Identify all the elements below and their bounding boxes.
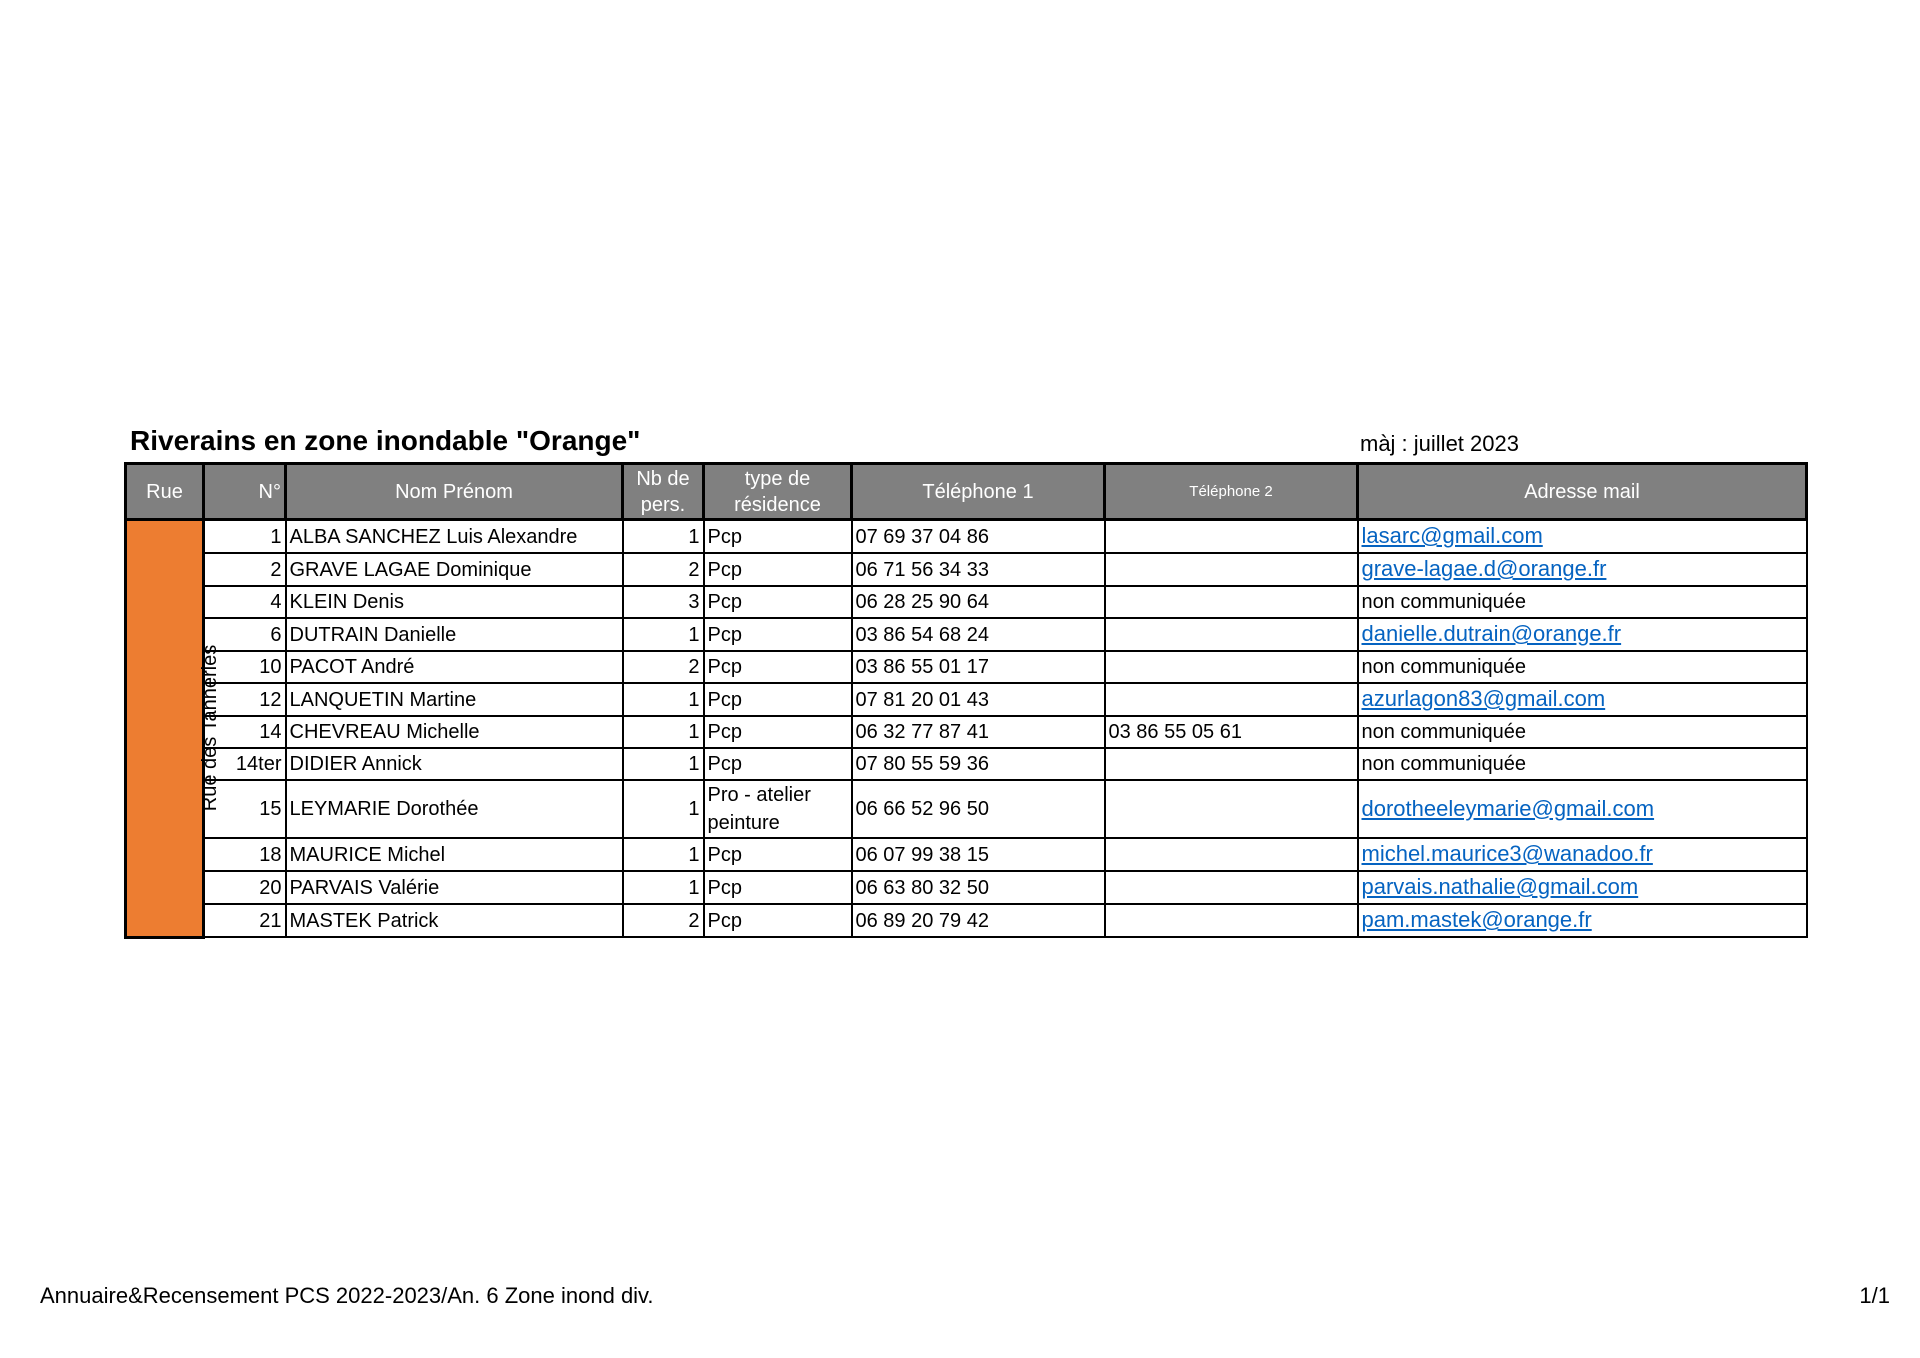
cell-adresse-mail: [1358, 838, 1807, 871]
cell-telephone-1: 06 89 20 79 42: [852, 904, 1105, 937]
table-row: [126, 748, 1807, 780]
cell-adresse-mail: non communiquée: [1358, 651, 1807, 683]
cell-telephone-2: [1105, 838, 1358, 871]
header-numero: N°: [204, 464, 286, 520]
cell-telephone-2: [1105, 651, 1358, 683]
cell-type-residence: Pcp: [704, 553, 852, 586]
cell-adresse-mail: [1358, 683, 1807, 716]
cell-numero: 20: [204, 871, 286, 904]
table-row: [126, 871, 1807, 904]
email-link[interactable]: grave-lagae.d@orange.fr: [1361, 556, 1607, 581]
email-link[interactable]: dorotheeleymarie@gmail.com: [1361, 795, 1655, 821]
cell-nom-prenom: DIDIER Annick: [286, 748, 623, 780]
cell-nom-prenom: LANQUETIN Martine: [286, 683, 623, 716]
cell-type-residence: Pcp: [704, 748, 852, 780]
cell-numero: 10: [204, 651, 286, 683]
cell-adresse-mail: [1358, 618, 1807, 651]
table-row: [126, 586, 1807, 618]
table-row: [126, 780, 1807, 838]
cell-nom-prenom: MASTEK Patrick: [286, 904, 623, 937]
cell-numero: 14: [204, 716, 286, 748]
cell-telephone-1: 03 86 54 68 24: [852, 618, 1105, 651]
cell-adresse-mail: non communiquée: [1358, 716, 1807, 748]
email-link[interactable]: lasarc@gmail.com: [1361, 523, 1543, 548]
cell-telephone-1: 06 28 25 90 64: [852, 586, 1105, 618]
cell-nom-prenom: ALBA SANCHEZ Luis Alexandre: [286, 520, 623, 554]
email-link[interactable]: michel.maurice3@wanadoo.fr: [1361, 841, 1653, 866]
cell-nb-pers: 1: [623, 871, 704, 904]
cell-nb-pers: 1: [623, 716, 704, 748]
cell-nom-prenom: CHEVREAU Michelle: [286, 716, 623, 748]
cell-telephone-1: 06 66 52 96 50: [852, 780, 1105, 838]
cell-telephone-2: [1105, 586, 1358, 618]
cell-telephone-1: 06 07 99 38 15: [852, 838, 1105, 871]
header-nom-prenom: Nom Prénom: [286, 464, 623, 520]
cell-telephone-1: 06 71 56 34 33: [852, 553, 1105, 586]
table-row: [126, 716, 1807, 748]
table-row: [126, 618, 1807, 651]
street-cell: [126, 520, 222, 938]
cell-nb-pers: 2: [623, 553, 704, 586]
cell-nb-pers: 1: [623, 780, 704, 838]
cell-nb-pers: 1: [623, 618, 704, 651]
cell-adresse-mail: [1358, 780, 1807, 838]
header-row: [126, 464, 1807, 520]
table-row: [126, 838, 1807, 871]
table-row: [126, 520, 1807, 554]
cell-nb-pers: 1: [623, 683, 704, 716]
update-date: màj : juillet 2023: [1360, 431, 1519, 456]
cell-nb-pers: 1: [623, 838, 704, 871]
cell-type-residence: Pro - atelier peinture: [704, 780, 852, 838]
cell-nom-prenom: PARVAIS Valérie: [286, 871, 623, 904]
cell-type-residence: Pcp: [704, 683, 852, 716]
cell-nom-prenom: MAURICE Michel: [286, 838, 623, 871]
cell-type-residence: Pcp: [704, 838, 852, 871]
cell-telephone-2: [1105, 748, 1358, 780]
footer-page-number: 1/1: [1859, 1283, 1890, 1308]
cell-telephone-1: 07 80 55 59 36: [852, 748, 1105, 780]
cell-type-residence: Pcp: [704, 871, 852, 904]
cell-type-residence: Pcp: [704, 586, 852, 618]
street-label: Rue des Tanneries: [199, 645, 222, 812]
cell-telephone-1: 07 81 20 01 43: [852, 683, 1105, 716]
cell-nom-prenom: PACOT André: [286, 651, 623, 683]
table-row: [126, 651, 1807, 683]
cell-telephone-1: 07 69 37 04 86: [852, 520, 1105, 554]
cell-numero: 1: [204, 520, 286, 554]
cell-adresse-mail: non communiquée: [1358, 586, 1807, 618]
email-link[interactable]: parvais.nathalie@gmail.com: [1361, 874, 1639, 899]
header-nb-pers: Nb de pers.: [623, 464, 704, 520]
cell-type-residence: Pcp: [704, 716, 852, 748]
cell-numero: 18: [204, 838, 286, 871]
cell-nb-pers: 2: [623, 904, 704, 937]
email-link[interactable]: danielle.dutrain@orange.fr: [1361, 621, 1622, 646]
cell-nom-prenom: GRAVE LAGAE Dominique: [286, 553, 623, 586]
header-telephone-1: Téléphone 1: [852, 464, 1105, 520]
header-adresse-mail: Adresse mail: [1358, 464, 1807, 520]
cell-numero: 2: [204, 553, 286, 586]
residents-table: [124, 462, 1808, 939]
cell-nb-pers: 3: [623, 586, 704, 618]
header-rue: Rue: [126, 464, 204, 520]
cell-numero: 15: [204, 780, 286, 838]
cell-type-residence: Pcp: [704, 651, 852, 683]
cell-nb-pers: 1: [623, 520, 704, 554]
cell-telephone-1: 06 32 77 87 41: [852, 716, 1105, 748]
table-row: [126, 683, 1807, 716]
residents-table-container: [124, 462, 1805, 939]
cell-type-residence: Pcp: [704, 520, 852, 554]
document-title: Riverains en zone inondable "Orange": [130, 425, 641, 456]
cell-nom-prenom: LEYMARIE Dorothée: [286, 780, 623, 838]
cell-adresse-mail: non communiquée: [1358, 748, 1807, 780]
cell-nb-pers: 2: [623, 651, 704, 683]
cell-adresse-mail: [1358, 871, 1807, 904]
cell-telephone-2: [1105, 871, 1358, 904]
cell-telephone-2: [1105, 904, 1358, 937]
cell-telephone-2: 03 86 55 05 61: [1105, 716, 1358, 748]
cell-type-residence: Pcp: [704, 904, 852, 937]
cell-type-residence: Pcp: [704, 618, 852, 651]
cell-telephone-1: 06 63 80 32 50: [852, 871, 1105, 904]
table-body: [126, 520, 1807, 938]
cell-numero: 21: [204, 904, 286, 937]
table-row: [126, 553, 1807, 586]
cell-telephone-2: [1105, 618, 1358, 651]
cell-telephone-2: [1105, 780, 1358, 838]
email-link[interactable]: pam.mastek@orange.fr: [1361, 907, 1592, 932]
cell-numero: 12: [204, 683, 286, 716]
email-link[interactable]: azurlagon83@gmail.com: [1361, 686, 1606, 711]
table-header: [126, 464, 1807, 520]
footer-document-reference: Annuaire&Recensement PCS 2022-2023/An. 6 Zone inond div.: [40, 1283, 654, 1308]
cell-numero: 14ter: [204, 748, 286, 780]
cell-numero: 4: [204, 586, 286, 618]
cell-adresse-mail: [1358, 904, 1807, 937]
cell-nb-pers: 1: [623, 748, 704, 780]
header-telephone-2: Téléphone 2: [1105, 464, 1358, 520]
cell-nom-prenom: KLEIN Denis: [286, 586, 623, 618]
table-row: [126, 904, 1807, 937]
cell-telephone-2: [1105, 683, 1358, 716]
cell-adresse-mail: [1358, 553, 1807, 586]
header-type-residence: type de résidence: [704, 464, 852, 520]
cell-telephone-1: 03 86 55 01 17: [852, 651, 1105, 683]
cell-telephone-2: [1105, 520, 1358, 554]
cell-adresse-mail: [1358, 520, 1807, 554]
cell-telephone-2: [1105, 553, 1358, 586]
cell-nom-prenom: DUTRAIN Danielle: [286, 618, 623, 651]
cell-numero: 6: [204, 618, 286, 651]
